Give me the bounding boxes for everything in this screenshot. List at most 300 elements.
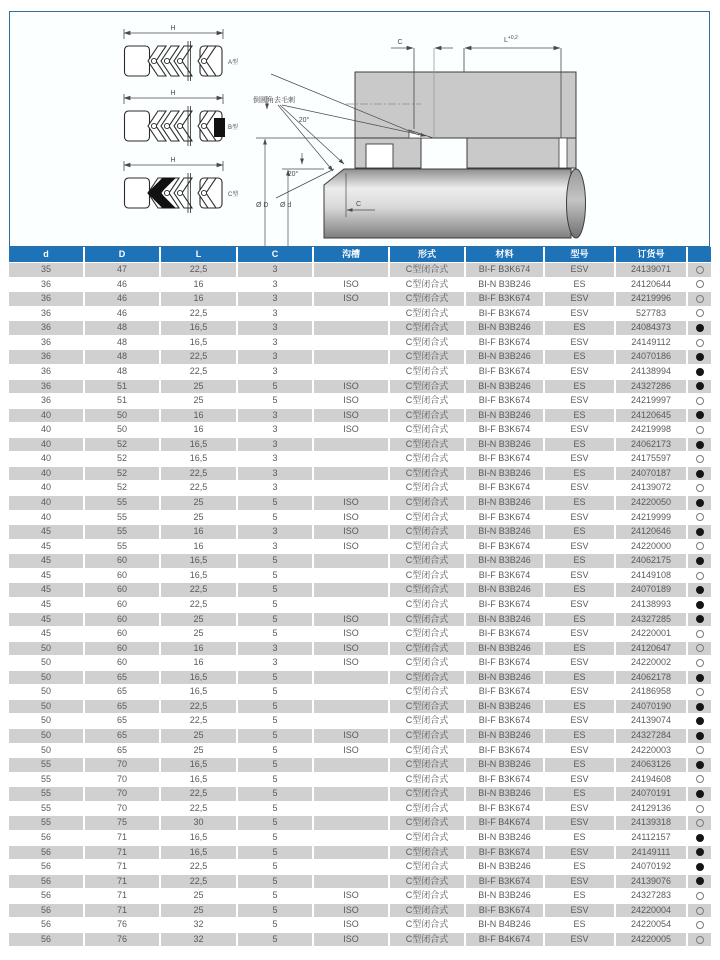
table-cell: 65 <box>85 700 161 714</box>
table-cell: 16,5 <box>161 831 238 845</box>
availability-cell <box>688 554 711 568</box>
table-cell: 65 <box>85 714 161 728</box>
table-cell: BI-N B3B246 <box>466 729 545 743</box>
table-cell: 60 <box>85 656 161 670</box>
table-cell: 5 <box>238 554 314 568</box>
table-cell: 3 <box>238 656 314 670</box>
table-cell: 3 <box>238 409 314 423</box>
table-cell: ESV <box>545 452 616 466</box>
table-cell: 24327283 <box>616 889 688 903</box>
table-row <box>9 671 711 686</box>
table-cell: 55 <box>9 773 85 787</box>
table-cell: 56 <box>9 875 85 889</box>
column-header: D <box>85 247 161 262</box>
table-cell: 40 <box>9 496 85 510</box>
table-cell: 3 <box>238 642 314 656</box>
dia-outer-label: Ø D <box>256 202 269 209</box>
table-cell: BI-F B3K674 <box>466 292 545 306</box>
empty-circle-icon <box>696 426 704 434</box>
table-cell <box>314 802 390 816</box>
availability-cell <box>688 846 711 860</box>
table-cell: C型闭合式 <box>390 481 466 495</box>
table-cell: ISO <box>314 380 390 394</box>
empty-circle-icon <box>696 280 704 288</box>
deburr-note: 倒圆角去毛刺 <box>253 97 295 104</box>
table-cell: BI-F B3K674 <box>466 452 545 466</box>
availability-cell <box>688 496 711 510</box>
table-row <box>9 846 711 861</box>
table-cell: C型闭合式 <box>390 918 466 932</box>
table-cell: BI-F B3K674 <box>466 744 545 758</box>
table-row <box>9 481 711 496</box>
table-cell: 16,5 <box>161 773 238 787</box>
table-row <box>9 511 711 526</box>
table-cell: 3 <box>238 278 314 292</box>
table-cell: ISO <box>314 933 390 947</box>
table-cell: BI-F B3K674 <box>466 598 545 612</box>
table-cell: BI-N B3B246 <box>466 554 545 568</box>
table-cell: C型闭合式 <box>390 278 466 292</box>
table-cell: 5 <box>238 511 314 525</box>
table-cell: C型闭合式 <box>390 365 466 379</box>
table-cell: C型闭合式 <box>390 831 466 845</box>
table-cell: BI-N B3B246 <box>466 831 545 845</box>
table-cell: 65 <box>85 671 161 685</box>
availability-cell <box>688 627 711 641</box>
drawing-panel <box>9 11 710 247</box>
table-cell: C型闭合式 <box>390 554 466 568</box>
table-row <box>9 467 711 482</box>
table-cell: ISO <box>314 540 390 554</box>
table-cell: 71 <box>85 889 161 903</box>
seal-technical-drawing <box>10 12 709 246</box>
table-cell: 70 <box>85 758 161 772</box>
table-cell: C型闭合式 <box>390 525 466 539</box>
column-header: 材料 <box>466 247 545 262</box>
table-cell: 24139318 <box>616 816 688 830</box>
table-cell: BI-N B4B246 <box>466 918 545 932</box>
table-cell: 24070187 <box>616 467 688 481</box>
table-cell: 5 <box>238 496 314 510</box>
table-cell <box>314 831 390 845</box>
table-cell: 24120645 <box>616 409 688 423</box>
table-cell: 24062178 <box>616 671 688 685</box>
table-cell: ESV <box>545 773 616 787</box>
table-cell: 24070192 <box>616 860 688 874</box>
filled-circle-icon <box>696 601 704 609</box>
empty-circle-icon <box>696 892 704 900</box>
h-label-b: H <box>170 90 176 97</box>
table-cell: 3 <box>238 292 314 306</box>
table-row <box>9 554 711 569</box>
table-cell: BI-F B3K674 <box>466 802 545 816</box>
availability-cell <box>688 511 711 525</box>
table-cell: 16 <box>161 278 238 292</box>
table-cell: 25 <box>161 613 238 627</box>
table-cell: 5 <box>238 889 314 903</box>
filled-circle-icon <box>696 557 704 565</box>
table-cell <box>314 685 390 699</box>
availability-cell <box>688 685 711 699</box>
table-cell <box>314 787 390 801</box>
table-cell: 36 <box>9 278 85 292</box>
table-cell: 45 <box>9 583 85 597</box>
table-cell: 56 <box>9 889 85 903</box>
table-cell: 40 <box>9 452 85 466</box>
table-cell: 5 <box>238 773 314 787</box>
table-cell: 24138993 <box>616 598 688 612</box>
table-row <box>9 380 711 395</box>
table-row <box>9 394 711 409</box>
table-row <box>9 627 711 642</box>
availability-cell <box>688 452 711 466</box>
table-cell: C型闭合式 <box>390 307 466 321</box>
table-cell: ES <box>545 787 616 801</box>
empty-circle-icon <box>696 746 704 754</box>
table-cell: 16 <box>161 292 238 306</box>
c-shaft-label: C <box>356 201 362 208</box>
table-cell: 40 <box>9 481 85 495</box>
availability-cell <box>688 714 711 728</box>
table-cell: 5 <box>238 714 314 728</box>
table-cell <box>314 860 390 874</box>
table-cell: 45 <box>9 525 85 539</box>
table-cell: ES <box>545 380 616 394</box>
table-cell: ESV <box>545 846 616 860</box>
table-cell: 3 <box>238 307 314 321</box>
table-cell: BI-N B3B246 <box>466 642 545 656</box>
filled-circle-icon <box>696 470 704 478</box>
table-cell: 47 <box>85 263 161 277</box>
table-cell: 24175597 <box>616 452 688 466</box>
filled-circle-icon <box>696 732 704 740</box>
table-cell: 25 <box>161 904 238 918</box>
table-cell: 51 <box>85 394 161 408</box>
table-cell: 16 <box>161 409 238 423</box>
table-cell: ESV <box>545 744 616 758</box>
table-cell: 46 <box>85 278 161 292</box>
table-cell: 55 <box>9 787 85 801</box>
table-cell: BI-N B3B246 <box>466 467 545 481</box>
table-cell: 52 <box>85 467 161 481</box>
availability-cell <box>688 423 711 437</box>
table-cell: 22,5 <box>161 365 238 379</box>
table-cell: ESV <box>545 685 616 699</box>
table-cell: 22,5 <box>161 263 238 277</box>
table-cell: C型闭合式 <box>390 860 466 874</box>
table-row <box>9 875 711 890</box>
table-cell: 5 <box>238 729 314 743</box>
table-cell: BI-N B3B246 <box>466 350 545 364</box>
table-cell <box>314 307 390 321</box>
table-cell: 36 <box>9 350 85 364</box>
table-cell: 16,5 <box>161 758 238 772</box>
filled-circle-icon <box>696 863 704 871</box>
table-cell: 40 <box>9 423 85 437</box>
table-cell: 3 <box>238 423 314 437</box>
availability-cell <box>688 598 711 612</box>
availability-cell <box>688 263 711 277</box>
table-cell: ESV <box>545 292 616 306</box>
filled-circle-icon <box>696 848 704 856</box>
angle-top-label: 20° <box>298 117 310 124</box>
table-cell: C型闭合式 <box>390 875 466 889</box>
seal-section-a <box>125 41 223 81</box>
table-row <box>9 365 711 380</box>
table-row <box>9 656 711 671</box>
table-row <box>9 802 711 817</box>
table-cell: ISO <box>314 744 390 758</box>
table-cell: 45 <box>9 569 85 583</box>
table-cell: ES <box>545 918 616 932</box>
table-cell: 55 <box>9 802 85 816</box>
table-cell <box>314 598 390 612</box>
table-cell: 25 <box>161 729 238 743</box>
empty-circle-icon <box>696 630 704 638</box>
table-row <box>9 685 711 700</box>
availability-cell <box>688 918 711 932</box>
table-cell: ISO <box>314 423 390 437</box>
availability-cell <box>688 656 711 670</box>
table-cell: 56 <box>9 918 85 932</box>
table-cell: BI-F B3K674 <box>466 846 545 860</box>
table-cell: 3 <box>238 540 314 554</box>
table-cell: 3 <box>238 467 314 481</box>
table-cell: 55 <box>85 511 161 525</box>
table-cell: 45 <box>9 554 85 568</box>
table-cell: 22,5 <box>161 787 238 801</box>
table-cell <box>314 569 390 583</box>
table-cell: ES <box>545 671 616 685</box>
table-cell: ISO <box>314 278 390 292</box>
empty-circle-icon <box>696 513 704 521</box>
availability-cell <box>688 409 711 423</box>
table-cell: 24120646 <box>616 525 688 539</box>
table-row <box>9 700 711 715</box>
table-cell: 50 <box>9 685 85 699</box>
table-cell: 5 <box>238 613 314 627</box>
table-row <box>9 409 711 424</box>
availability-cell <box>688 525 711 539</box>
table-cell: 24220004 <box>616 904 688 918</box>
table-cell: BI-F B3K674 <box>466 394 545 408</box>
table-cell: 25 <box>161 496 238 510</box>
table-cell: 30 <box>161 816 238 830</box>
empty-circle-icon <box>696 266 704 274</box>
table-cell: 24063126 <box>616 758 688 772</box>
table-cell: BI-N B3B246 <box>466 700 545 714</box>
table-row <box>9 263 711 278</box>
table-cell: 5 <box>238 700 314 714</box>
table-cell: 24327285 <box>616 613 688 627</box>
empty-circle-icon <box>696 936 704 944</box>
table-cell: 5 <box>238 598 314 612</box>
availability-cell <box>688 438 711 452</box>
table-cell: 3 <box>238 336 314 350</box>
table-cell: ESV <box>545 423 616 437</box>
table-cell: 3 <box>238 365 314 379</box>
empty-circle-icon <box>696 644 704 652</box>
table-cell <box>314 350 390 364</box>
availability-cell <box>688 860 711 874</box>
table-cell: 48 <box>85 336 161 350</box>
table-cell: 55 <box>85 525 161 539</box>
table-cell: 70 <box>85 787 161 801</box>
table-cell: ISO <box>314 627 390 641</box>
table-cell: 22,5 <box>161 802 238 816</box>
table-cell: ISO <box>314 496 390 510</box>
table-cell <box>314 758 390 772</box>
table-cell: 16,5 <box>161 554 238 568</box>
table-row <box>9 307 711 322</box>
table-cell: 50 <box>9 744 85 758</box>
table-cell: ES <box>545 729 616 743</box>
availability-cell <box>688 380 711 394</box>
table-cell: BI-F B3K674 <box>466 481 545 495</box>
empty-circle-icon <box>696 455 704 463</box>
table-cell: ISO <box>314 394 390 408</box>
table-cell: ES <box>545 583 616 597</box>
table-row <box>9 642 711 657</box>
availability-cell <box>688 278 711 292</box>
availability-cell <box>688 671 711 685</box>
table-cell: ES <box>545 889 616 903</box>
table-cell: 24112157 <box>616 831 688 845</box>
table-cell: 3 <box>238 321 314 335</box>
table-cell: 22,5 <box>161 307 238 321</box>
table-cell: 36 <box>9 365 85 379</box>
table-cell: 24219999 <box>616 511 688 525</box>
table-cell: 24062173 <box>616 438 688 452</box>
table-cell: 36 <box>9 394 85 408</box>
table-cell: 16 <box>161 525 238 539</box>
table-cell: C型闭合式 <box>390 642 466 656</box>
filled-circle-icon <box>696 499 704 507</box>
availability-cell <box>688 394 711 408</box>
filled-circle-icon <box>696 528 704 536</box>
table-cell: ESV <box>545 816 616 830</box>
table-cell: 5 <box>238 758 314 772</box>
table-cell: 36 <box>9 292 85 306</box>
table-cell <box>314 875 390 889</box>
table-cell: BI-F B3K674 <box>466 423 545 437</box>
empty-circle-icon <box>696 542 704 550</box>
table-cell: 40 <box>9 409 85 423</box>
table-cell: 71 <box>85 904 161 918</box>
availability-cell <box>688 729 711 743</box>
table-cell: ISO <box>314 656 390 670</box>
table-row <box>9 904 711 919</box>
table-cell: C型闭合式 <box>390 685 466 699</box>
table-cell: 36 <box>9 380 85 394</box>
table-cell <box>314 481 390 495</box>
table-cell: 50 <box>9 700 85 714</box>
table-cell: ES <box>545 831 616 845</box>
table-cell: 24194608 <box>616 773 688 787</box>
availability-cell <box>688 700 711 714</box>
type-a-label: A型 <box>228 60 239 66</box>
table-cell: C型闭合式 <box>390 714 466 728</box>
table-row <box>9 831 711 846</box>
filled-circle-icon <box>696 615 704 623</box>
table-cell: 5 <box>238 846 314 860</box>
empty-circle-icon <box>696 295 704 303</box>
table-cell: 5 <box>238 569 314 583</box>
filled-circle-icon <box>696 368 704 376</box>
table-cell: 65 <box>85 685 161 699</box>
table-cell: BI-N B3B246 <box>466 583 545 597</box>
table-cell: 3 <box>238 350 314 364</box>
table-cell: 24070189 <box>616 583 688 597</box>
availability-cell <box>688 904 711 918</box>
table-cell: ES <box>545 613 616 627</box>
table-cell: ESV <box>545 656 616 670</box>
table-cell: 24149112 <box>616 336 688 350</box>
table-cell: 16 <box>161 540 238 554</box>
table-cell: 45 <box>9 598 85 612</box>
availability-cell <box>688 336 711 350</box>
availability-cell <box>688 642 711 656</box>
table-cell: 36 <box>9 321 85 335</box>
table-cell: ESV <box>545 802 616 816</box>
table-cell: 5 <box>238 744 314 758</box>
h-label-a: H <box>170 25 176 32</box>
table-cell: 40 <box>9 511 85 525</box>
table-row <box>9 496 711 511</box>
table-row <box>9 860 711 875</box>
b-type-backup-ring <box>214 118 225 137</box>
table-cell: 24129136 <box>616 802 688 816</box>
table-cell: ESV <box>545 263 616 277</box>
table-cell: 25 <box>161 627 238 641</box>
table-cell: 25 <box>161 394 238 408</box>
table-row <box>9 336 711 351</box>
table-cell: C型闭合式 <box>390 292 466 306</box>
table-cell: 56 <box>9 904 85 918</box>
table-cell: C型闭合式 <box>390 569 466 583</box>
table-row <box>9 525 711 540</box>
table-cell: C型闭合式 <box>390 846 466 860</box>
c-top-label: C <box>397 39 403 46</box>
table-cell: ESV <box>545 540 616 554</box>
table-cell: 24120647 <box>616 642 688 656</box>
table-cell: 40 <box>9 467 85 481</box>
table-cell: C型闭合式 <box>390 802 466 816</box>
table-cell: ESV <box>545 307 616 321</box>
table-cell: 22,5 <box>161 875 238 889</box>
filled-circle-icon <box>696 411 704 419</box>
table-cell: BI-F B3K674 <box>466 685 545 699</box>
table-row <box>9 744 711 759</box>
availability-cell <box>688 773 711 787</box>
table-cell: 71 <box>85 831 161 845</box>
table-cell: 16,5 <box>161 438 238 452</box>
table-cell <box>314 365 390 379</box>
table-cell <box>314 846 390 860</box>
filled-circle-icon <box>696 877 704 885</box>
table-cell: BI-N B3B246 <box>466 889 545 903</box>
table-cell: 16,5 <box>161 321 238 335</box>
table-cell: 52 <box>85 452 161 466</box>
empty-circle-icon <box>696 688 704 696</box>
table-cell: BI-N B3B246 <box>466 380 545 394</box>
table-cell: 5 <box>238 685 314 699</box>
table-cell: 70 <box>85 802 161 816</box>
table-cell: 5 <box>238 787 314 801</box>
table-cell: C型闭合式 <box>390 758 466 772</box>
table-cell: BI-F B3K674 <box>466 714 545 728</box>
table-cell: C型闭合式 <box>390 889 466 903</box>
